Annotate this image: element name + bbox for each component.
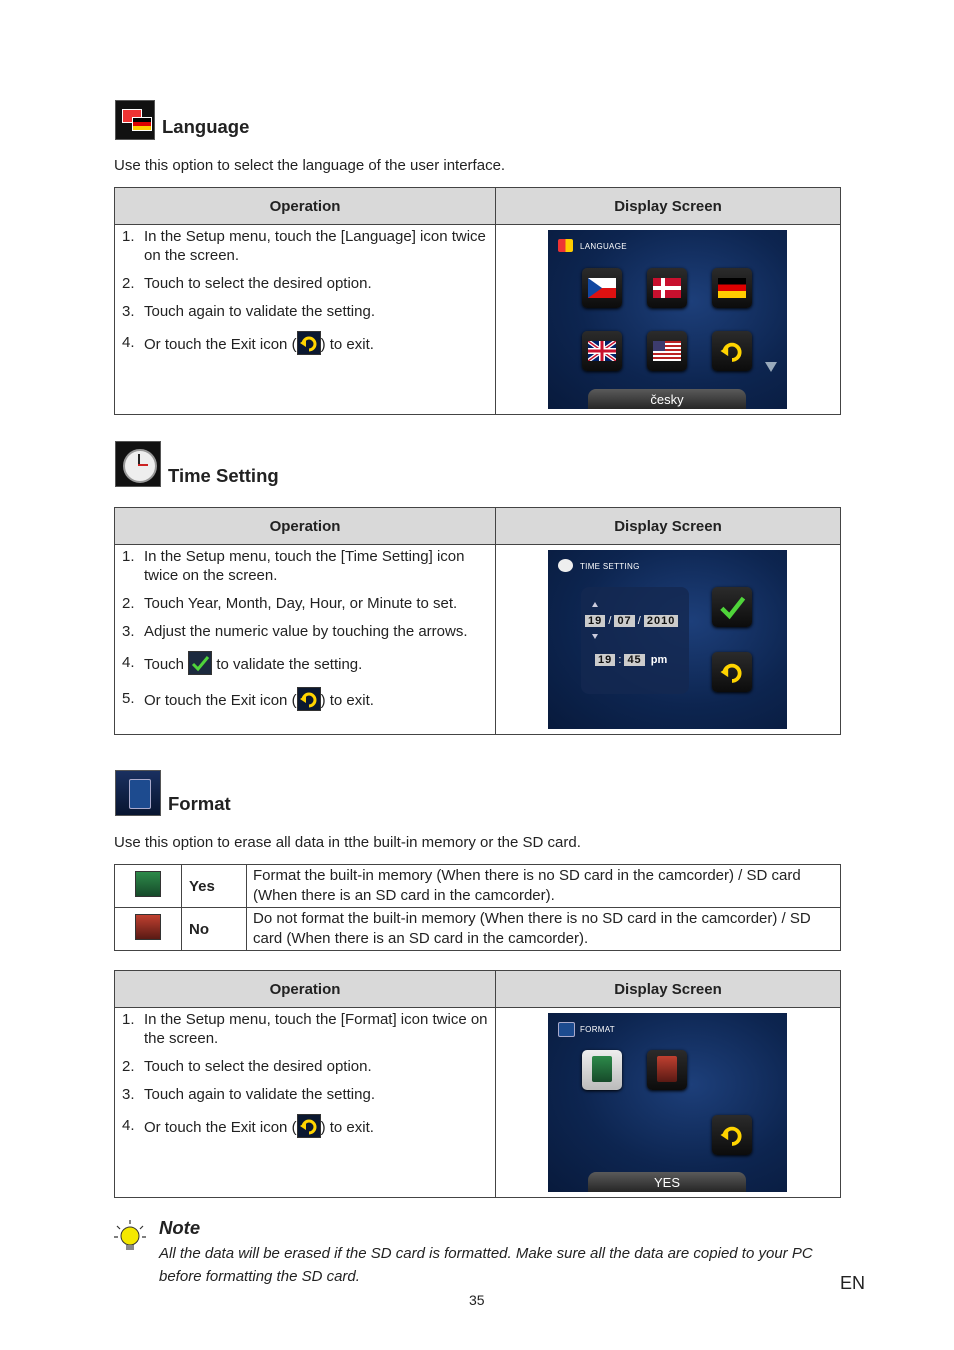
operation-header: Operation bbox=[115, 508, 496, 545]
scroll-down-arrow-icon[interactable] bbox=[765, 362, 777, 372]
exit-icon bbox=[297, 331, 321, 355]
language-display-screen bbox=[548, 230, 787, 409]
clock-icon bbox=[558, 559, 573, 572]
screen-title: FORMAT bbox=[580, 1025, 615, 1034]
us-flag-icon[interactable] bbox=[647, 331, 687, 371]
table-row bbox=[115, 908, 841, 951]
exit-icon[interactable] bbox=[712, 1115, 752, 1155]
format-heading: Format bbox=[168, 793, 231, 814]
sd-card-no-icon bbox=[135, 914, 161, 940]
screen-title: TIME SETTING bbox=[580, 562, 640, 571]
day-field[interactable]: 19 bbox=[585, 615, 605, 627]
step-item: 3. Touch again to validate the setting. bbox=[122, 303, 375, 320]
german-flag-icon[interactable] bbox=[712, 268, 752, 308]
down-arrow-icon[interactable] bbox=[592, 634, 598, 639]
step-item: 2. Touch to select the desired option. bbox=[122, 275, 372, 292]
note-title: Note bbox=[159, 1217, 201, 1238]
format-intro: Use this option to erase all data in tthe built-in memory or the SD card. bbox=[114, 834, 581, 851]
selected-option-bar: YES bbox=[588, 1172, 746, 1192]
format-icon bbox=[558, 1022, 575, 1037]
step-item: 3. Touch again to validate the setting. bbox=[122, 1086, 375, 1103]
step-item: 2. Touch to select the desired option. bbox=[122, 1058, 372, 1075]
operation-header: Operation bbox=[115, 188, 496, 225]
selected-language-bar: česky bbox=[588, 389, 746, 409]
exit-icon bbox=[297, 1114, 321, 1138]
uk-flag-icon[interactable] bbox=[582, 331, 622, 371]
step-item: 4. Or touch the Exit icon ( ) to exit. bbox=[122, 1116, 495, 1140]
exit-icon[interactable] bbox=[712, 652, 752, 692]
up-arrow-icon[interactable] bbox=[592, 602, 598, 607]
language-section-icon bbox=[115, 100, 155, 140]
step-item: 3. Adjust the numeric value by touching the arrows. bbox=[122, 623, 468, 640]
language-intro: Use this option to select the language of the user interface. bbox=[114, 157, 506, 174]
exit-icon[interactable] bbox=[712, 331, 752, 371]
option-label: Yes bbox=[182, 865, 247, 908]
language-steps bbox=[115, 225, 495, 357]
sd-card-yes-icon bbox=[135, 871, 161, 897]
language-code: EN bbox=[840, 1273, 866, 1293]
format-display-screen bbox=[548, 1013, 787, 1192]
language-icon bbox=[558, 239, 573, 252]
lightbulb-icon bbox=[113, 1218, 147, 1254]
option-description: Format the built-in memory (When there is no SD card in the camcorder) / SD card (When there is an SD card in the camcorder). bbox=[247, 865, 841, 908]
time-setting-heading: Time Setting bbox=[168, 465, 279, 486]
hour-field[interactable]: 19 bbox=[595, 654, 615, 666]
step-item: 4. Or touch the Exit icon ( ) to exit. bbox=[122, 333, 495, 357]
danish-flag-icon[interactable] bbox=[647, 268, 687, 308]
sd-card-no-icon[interactable] bbox=[647, 1050, 687, 1090]
step-item: 1. In the Setup menu, touch the [Time Setting] icon twice on the screen. bbox=[122, 548, 465, 584]
date-row bbox=[585, 615, 678, 627]
language-heading: Language bbox=[162, 116, 250, 137]
step-item: 4. Touch to validate the setting. bbox=[122, 653, 495, 677]
display-screen-header: Display Screen bbox=[496, 508, 841, 545]
step-item: 2. Touch Year, Month, Day, Hour, or Minute to set. bbox=[122, 595, 458, 612]
checkmark-icon bbox=[188, 651, 212, 675]
month-field[interactable]: 07 bbox=[614, 615, 634, 627]
language-table bbox=[114, 187, 841, 415]
time-separator: : bbox=[618, 654, 622, 666]
option-description: Do not format the built-in memory (When there is no SD card in the camcorder) / SD card (When there is an SD card in the camcorder). bbox=[247, 908, 841, 951]
format-table bbox=[114, 970, 841, 1198]
option-label: No bbox=[182, 908, 247, 951]
display-screen-header: Display Screen bbox=[496, 971, 841, 1008]
page-number: 35 bbox=[469, 1292, 485, 1308]
time-setting-table bbox=[114, 507, 841, 735]
format-section-icon bbox=[115, 770, 161, 816]
screen-title: LANGUAGE bbox=[580, 242, 627, 251]
minute-field[interactable]: 45 bbox=[624, 654, 644, 666]
ampm-field[interactable]: pm bbox=[650, 654, 668, 666]
date-separator: / bbox=[637, 615, 641, 627]
time-setting-steps bbox=[115, 545, 495, 713]
note-text: All the data will be erased if the SD card is formatted. Make sure all the data are copied to your PC before formatting the SD card. bbox=[159, 1245, 813, 1285]
format-options-table bbox=[114, 864, 841, 951]
year-field[interactable]: 2010 bbox=[644, 615, 678, 627]
step-item: 5. Or touch the Exit icon ( ) to exit. bbox=[122, 689, 495, 713]
time-setting-section-icon bbox=[115, 441, 161, 487]
checkmark-button[interactable] bbox=[712, 587, 752, 627]
time-setting-display-screen bbox=[548, 550, 787, 729]
exit-icon bbox=[297, 687, 321, 711]
step-item: 1. In the Setup menu, touch the [Language] icon twice on the screen. bbox=[122, 228, 486, 264]
czech-flag-icon[interactable] bbox=[582, 268, 622, 308]
sd-card-yes-icon[interactable] bbox=[582, 1050, 622, 1090]
date-separator: / bbox=[608, 615, 612, 627]
display-screen-header: Display Screen bbox=[496, 188, 841, 225]
table-row bbox=[115, 865, 841, 908]
step-item: 1. In the Setup menu, touch the [Format] icon twice on the screen. bbox=[122, 1011, 488, 1047]
time-row bbox=[595, 654, 667, 666]
operation-header: Operation bbox=[115, 971, 496, 1008]
format-steps bbox=[115, 1008, 495, 1140]
